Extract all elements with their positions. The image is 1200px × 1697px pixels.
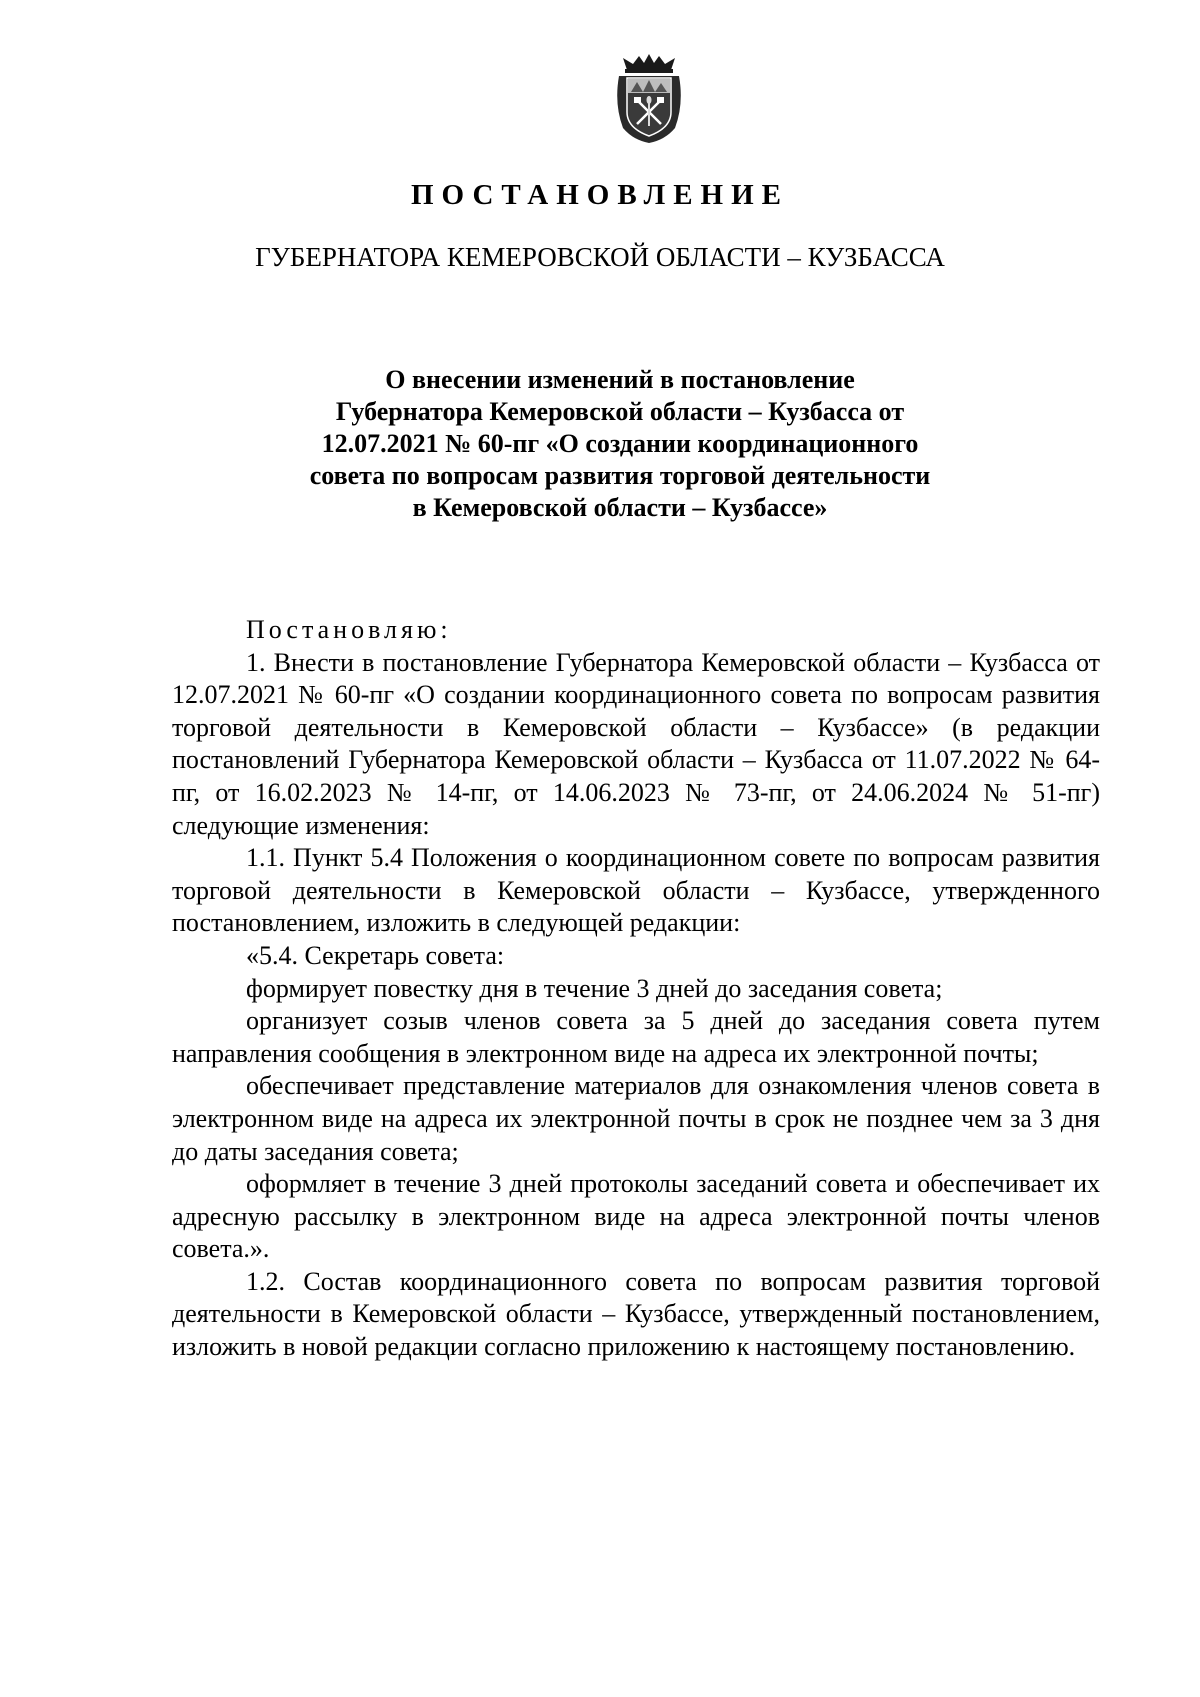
resolve-clause: Постановляю: (246, 615, 452, 644)
paragraph-duty-materials: обеспечивает представление материалов для ознакомления членов совета в электронном виде на адреса их электронной почты в срок не позднее чем за 3 дня до даты заседания совета; (172, 1071, 1100, 1166)
document-body (172, 614, 1100, 1364)
paragraph-duty-minutes: оформляет в течение 3 дней протоколы заседаний совета и обеспечивает их адресную рассылку в электронном виде на адреса электронной почты членов совета.». (172, 1169, 1100, 1264)
title-line: Губернатора Кемеровской области – Кузбасса от (335, 397, 905, 426)
document-title (260, 364, 980, 524)
title-line: 12.07.2021 № 60-пг «О создании координационного (321, 429, 919, 458)
paragraph-item-1-2: 1.2. Состав координационного совета по вопросам развития торговой деятельности в Кемеровской области – Кузбассе, утвержденный постановлением, изложить в новой редакции согласно приложению к настоящему постановлению. (172, 1266, 1100, 1362)
kuzbass-coat-of-arms-icon (613, 54, 685, 144)
title-line: О внесении изменений в постановление (385, 365, 855, 394)
issuing-authority: ГУБЕРНАТОРА КЕМЕРОВСКОЙ ОБЛАСТИ – КУЗБАССА (255, 242, 945, 272)
paragraph-item-1: 1. Внести в постановление Губернатора Кемеровской области – Кузбасса от 12.07.2021 № 60-пг «О создании координационного совета по вопросам развития торговой деятельности в Кемеровской области – Кузбассе» (в редакции постановлений Губернатора Кемеровской области – Кузбасса от 11.07.2022 № 64-пг, от 16.02.2023 № 14-пг, от 14.06.2023 № 73-пг, от 24.06.2024 № 51-пг) следующие изменения: (172, 647, 1100, 840)
title-line: совета по вопросам развития торговой деятельности (309, 461, 931, 490)
paragraph-duty-agenda: формирует повестку дня в течение 3 дней до заседания совета; (246, 973, 943, 1003)
title-line: в Кемеровской области – Кузбассе» (412, 493, 828, 522)
document-type-heading: ПОСТАНОВЛЕНИЕ (410, 179, 789, 211)
paragraph-duty-convene: организует созыв членов совета за 5 дней до заседания совета путем направления сообщения в электронном виде на адреса их электронной почты; (172, 1006, 1100, 1068)
paragraph-item-1-1: 1.1. Пункт 5.4 Положения о координационном совете по вопросам развития торговой деятельности в Кемеровской области – Кузбассе, утвержденного постановлением, изложить в следующей редакции: (172, 843, 1100, 938)
paragraph-quote-5-4: «5.4. Секретарь совета: (246, 940, 505, 970)
